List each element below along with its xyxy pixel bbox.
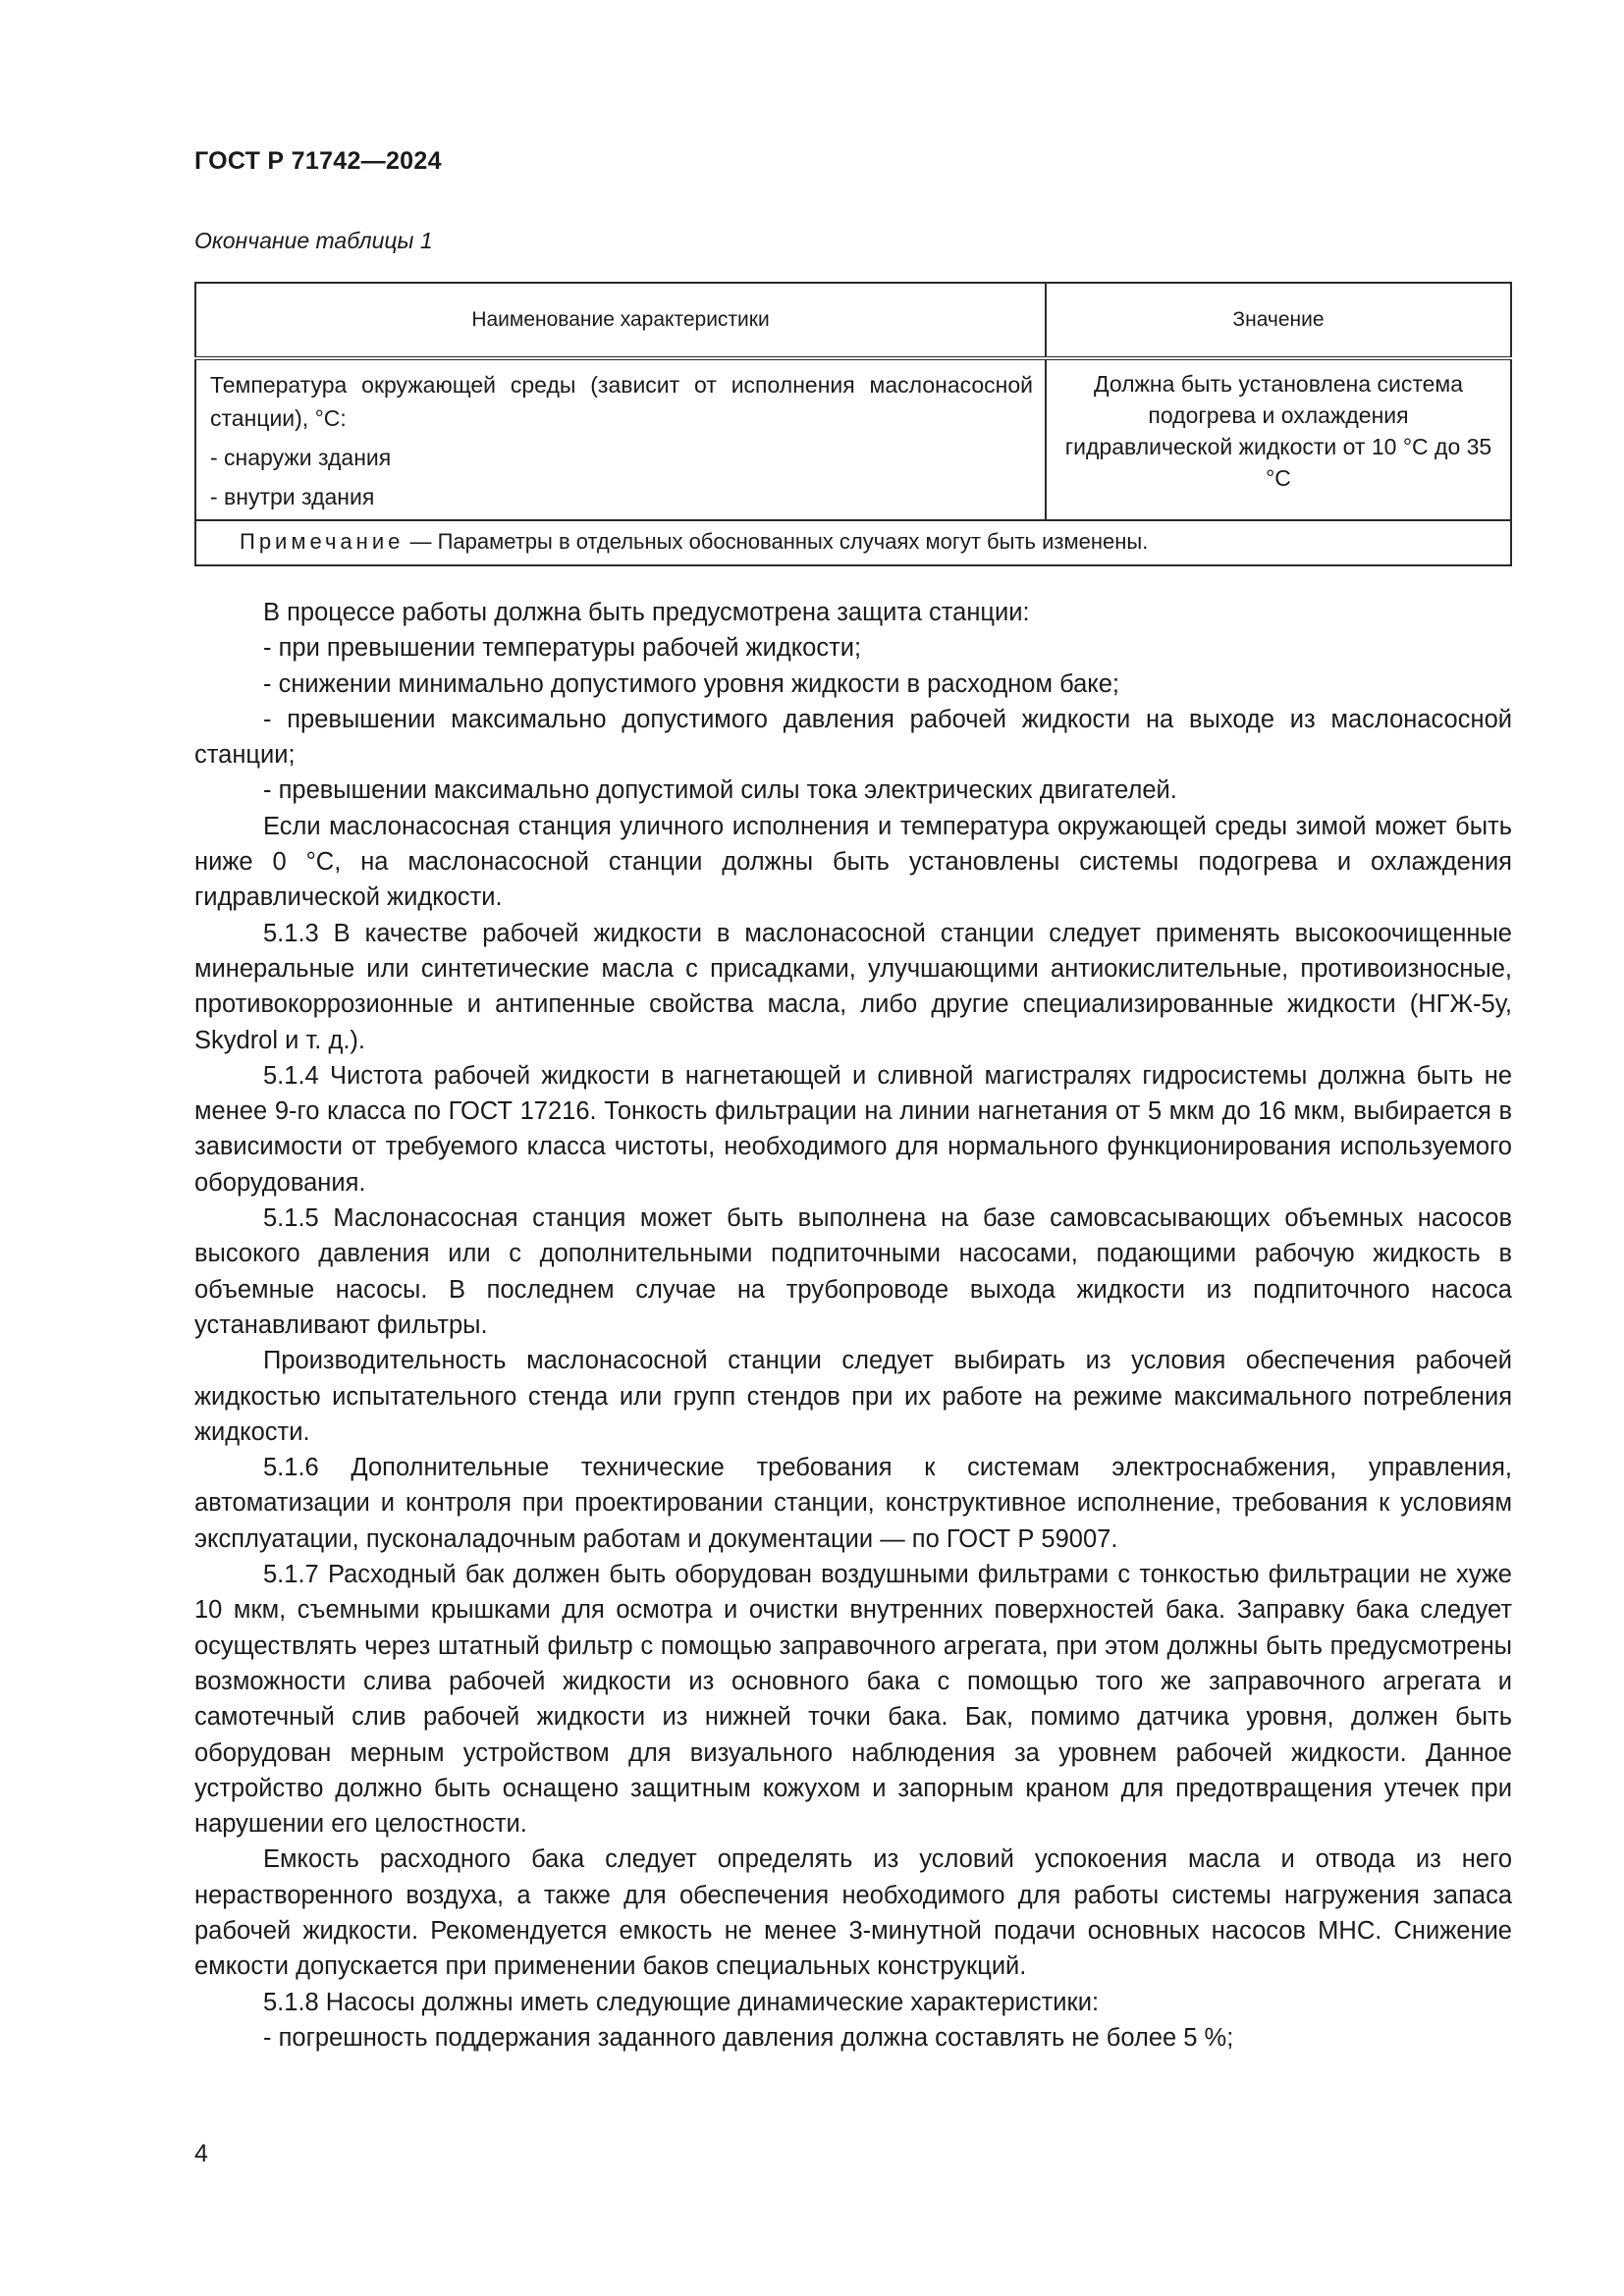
paragraph: Если маслонасосная станция уличного исполнения и температура окружающей среды зимой может быть ниже 0 °С, на маслонасосной станции должны быть установлены системы подогрева и охлаждения гидравлической жидкости. — [194, 812, 1512, 912]
paragraph-5-1-6: 5.1.6 Дополнительные технические требования к системам электроснабжения, управления, автоматизации и контроля при проектировании станции, конструктивное исполнение, требования к условиям эксплуатации, пусконаладочным работам и документации — по ГОСТ Р 59007. — [194, 1454, 1512, 1553]
paragraph-5-1-7: 5.1.7 Расходный бак должен быть оборудован воздушными фильтрами с тонкостью фильтрации не хуже 10 мкм, съемными крышками для осмотра и очистки внутренних поверхностей бака. Заправку бака следует осуществлять через штатный фильтр с помощью заправочного агрегата, при этом должны быть предусмотрены возможности слива рабочей жидкости из основного бака с помощью того же заправочного агрегата и самотечный слив рабочей жидкости из нижней точки бака. Бак, помимо датчика уровня, должен быть оборудован мерным устройством для визуального наблюдения за уровнем рабочей жидкости. Данное устройство должно быть оснащено защитным кожухом и запорным краном для предотвращения утечек при нарушении его целостности. — [194, 1561, 1512, 1839]
characteristics-table — [194, 282, 1512, 566]
table-note — [195, 520, 1511, 565]
paragraph-5-1-4: 5.1.4 Чистота рабочей жидкости в нагнетающей и сливной магистралях гидросистемы должна быть не менее 9-го класса по ГОСТ 17216. Тонкость фильтрации на линии нагнетания от 5 мкм до 16 мкм, выбирается в зависимости от требуемого класса чистоты, необходимого для нормального функционирования используемого оборудования. — [194, 1061, 1512, 1197]
list-item: - погрешность поддержания заданного давления должна составлять не более 5 %; — [263, 2023, 1234, 2052]
table-note-row — [195, 520, 1511, 565]
table-caption: Окончание таблицы 1 — [194, 228, 433, 253]
paragraph: Производительность маслонасосной станции следует выбирать из условия обеспечения рабочей жидкостью испытательного стенда или групп стендов при их работе на режиме максимального потребления жидкости. — [194, 1347, 1512, 1446]
column-header-value: Значение — [1046, 283, 1511, 358]
list-item: - снижении минимально допустимого уровня жидкости в расходном баке; — [263, 669, 1120, 698]
paragraph: В процессе работы должна быть предусмотрена защита станции: — [263, 599, 1030, 626]
table-header-row — [195, 283, 1511, 358]
column-header-name: Наименование характеристики — [195, 283, 1046, 358]
paragraph-5-1-5: 5.1.5 Маслонасосная станция может быть выполнена на базе самовсасывающих объемных насосов высокого давления или с дополнительными подпиточными насосами, подающими рабочую жидкость в объемные насосы. В последнем случае на трубопроводе выхода жидкости из подпиточного насоса устанавливают фильтры. — [194, 1204, 1512, 1339]
paragraph-5-1-3: 5.1.3 В качестве рабочей жидкости в маслонасосной станции следует применять высокоочищенные минеральные или синтетические масла с присадками, улучшающими антиокислительные, противоизносные, противокоррозионные и антипенные свойства масла, либо другие специализированные жидкости (НГЖ-5у, Skydrol и т. д.). — [194, 919, 1512, 1054]
page-number: 4 — [194, 2140, 208, 2167]
paragraph: Емкость расходного бака следует определять из условий успокоения масла и отвода из него нерастворенного воздуха, а также для обеспечения необходимого для работы системы нагружения запаса рабочей жидкости. Рекомендуется емкость не менее 3-минутной подачи основных насосов МНС. Снижение емкости допускается при применении баков специальных конструкций. — [194, 1845, 1512, 1981]
sub-item-outside: - снаружи здания — [210, 445, 392, 470]
list-item: - при превышении температуры рабочей жидкости; — [263, 634, 862, 663]
document-header: ГОСТ Р 71742—2024 — [194, 147, 442, 175]
note-text: — Параметры в отдельных обоснованных случаях могут быть изменены. — [404, 529, 1149, 554]
paragraph-5-1-8: 5.1.8 Насосы должны иметь следующие динамические характеристики: — [263, 1988, 1100, 2016]
table-cell-name — [195, 358, 1046, 520]
list-item: - превышении максимально допустимой силы тока электрических двигателей. — [263, 776, 1177, 805]
characteristic-value: Должна быть установлена система подогрева и охлаждения гидравлической жидкости от 10 °С до 35 °С — [1064, 371, 1492, 491]
sub-item-inside: - внутри здания — [210, 484, 375, 509]
body-text — [194, 595, 1512, 2056]
list-item: - превышении максимально допустимого давления рабочей жидкости на выходе из маслонасосной станции; — [194, 705, 1512, 770]
table-cell-value — [1046, 358, 1511, 520]
characteristic-name: Температура окружающей среды (зависит от исполнения маслонасосной станции), °С: — [210, 372, 1033, 431]
table-row — [195, 358, 1511, 520]
note-label: Примечание — [240, 529, 405, 554]
